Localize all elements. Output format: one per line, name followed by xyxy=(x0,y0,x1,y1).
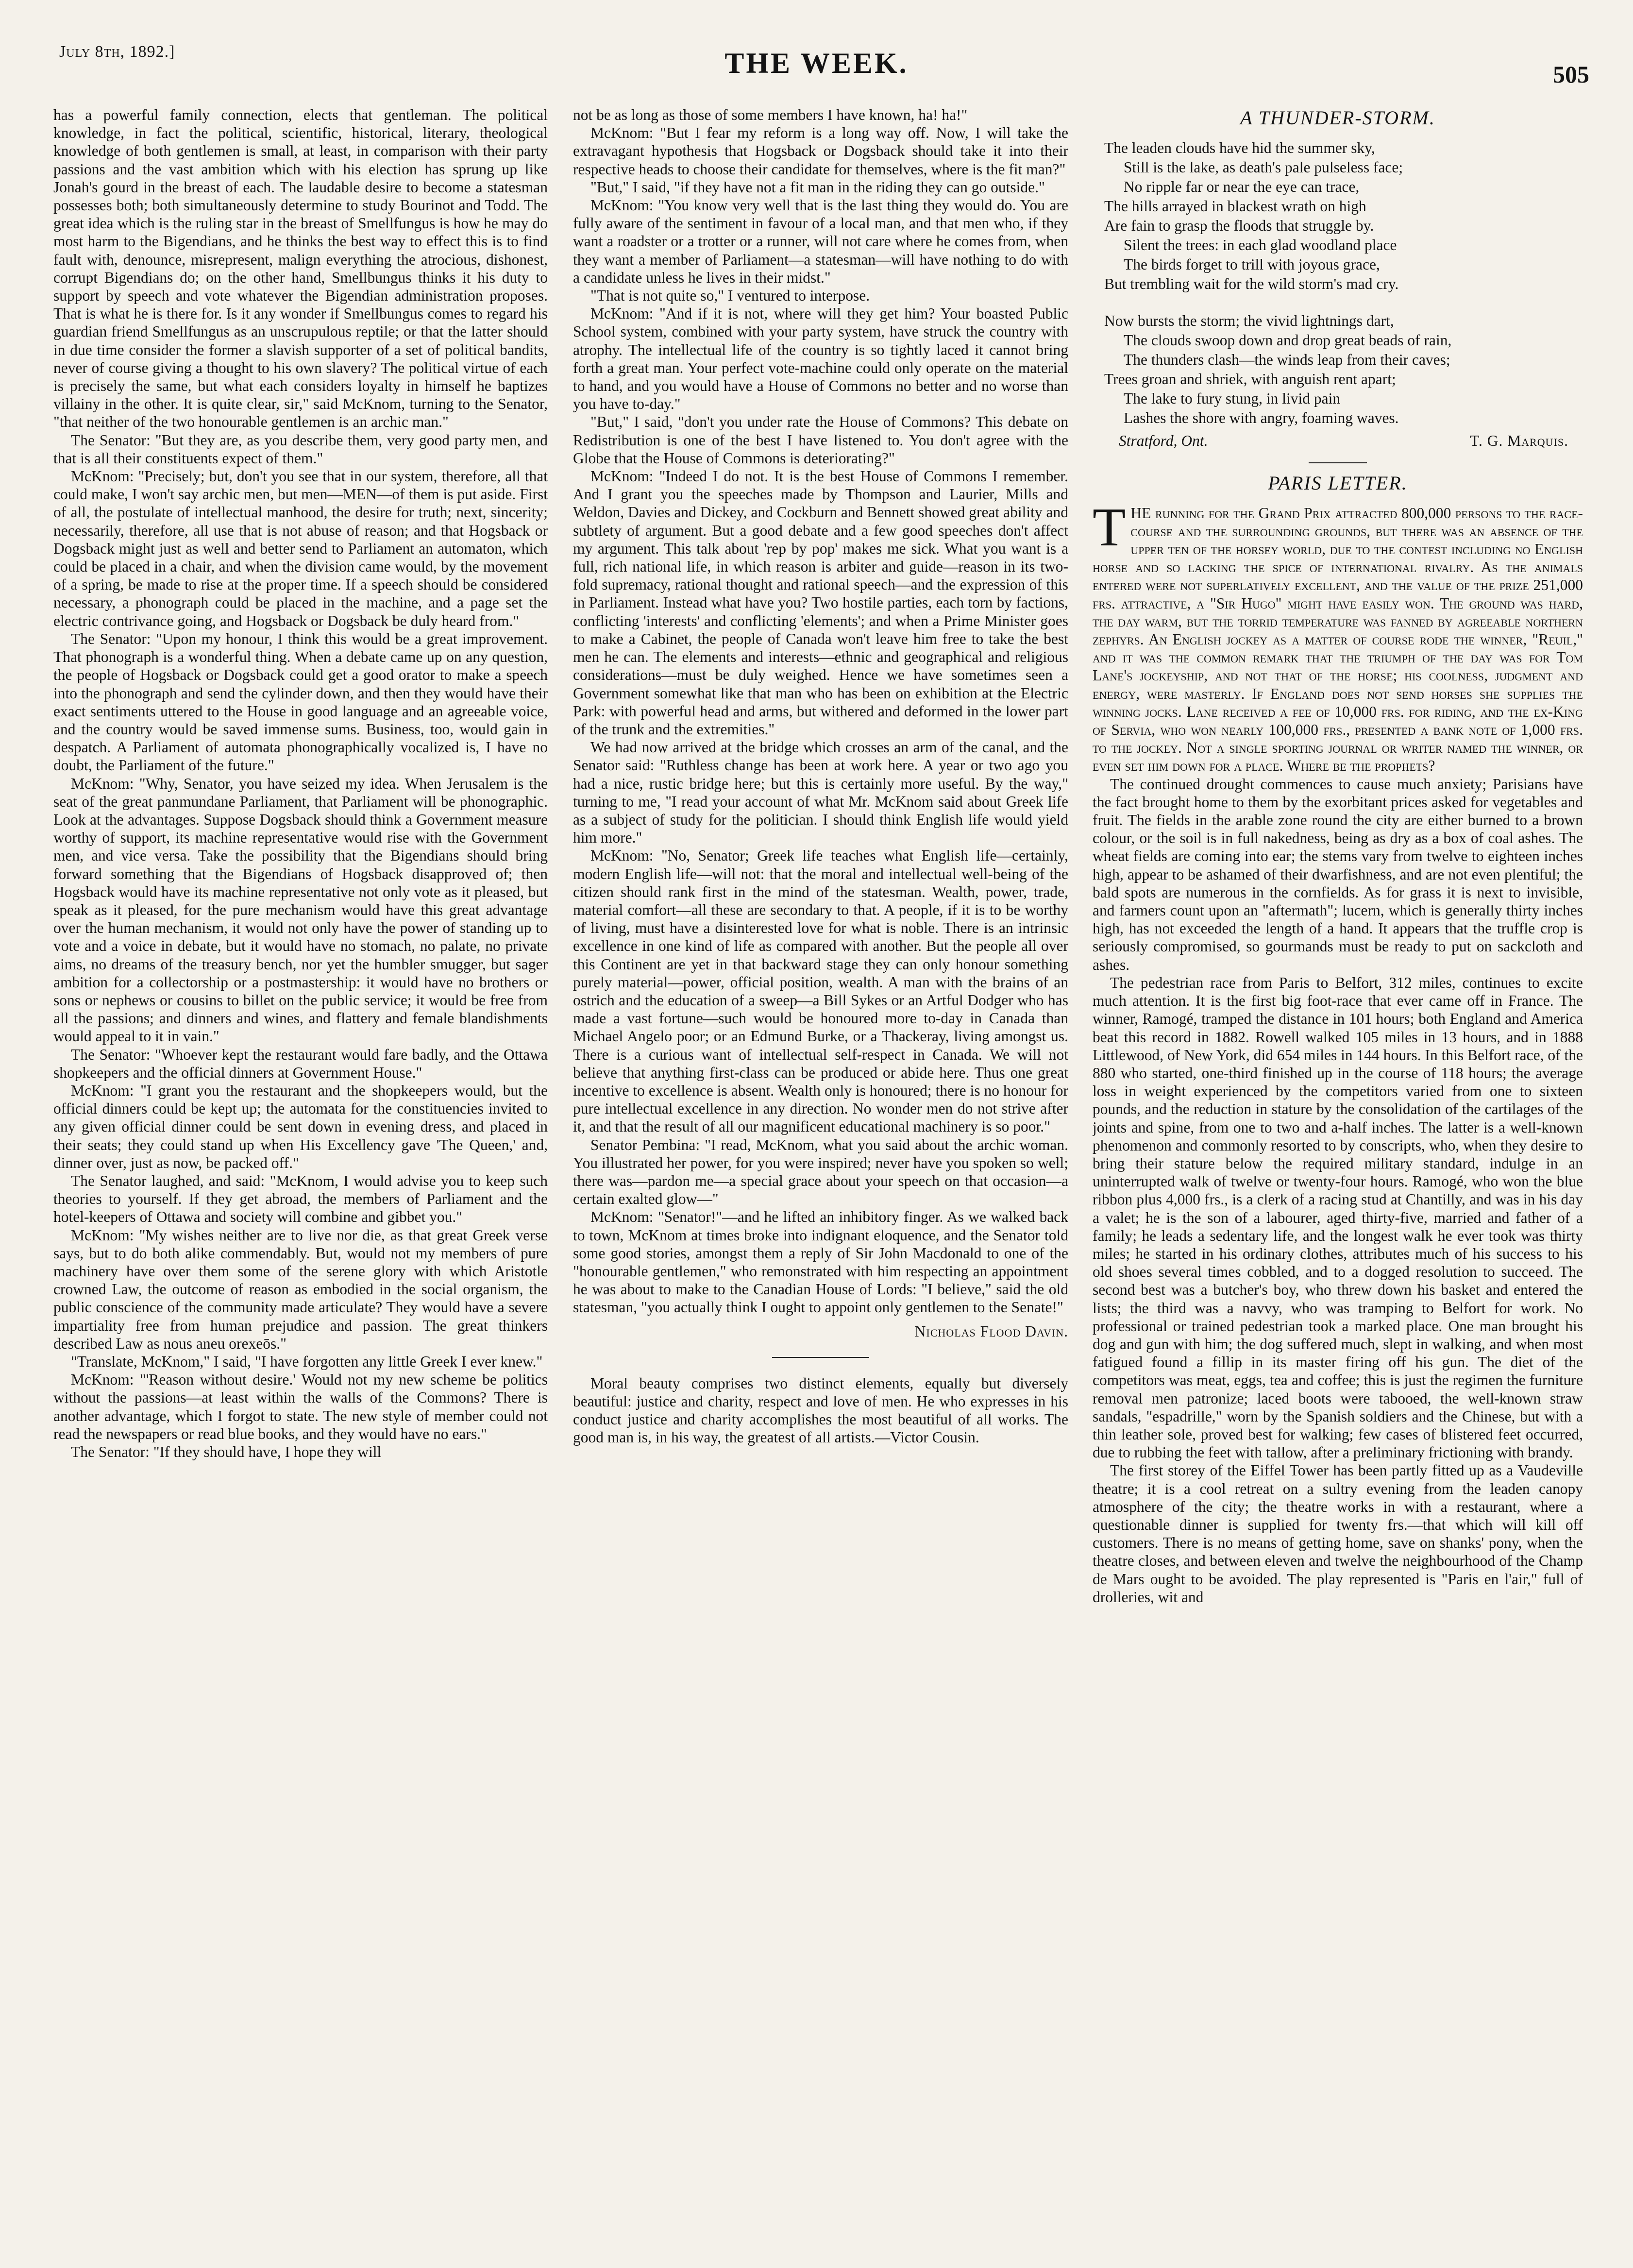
poem-line: Lashes the shore with angry, foaming waves. xyxy=(1124,409,1399,427)
publication-title: THE WEEK. xyxy=(724,47,909,79)
poem-line: Trees groan and shriek, with anguish rent apart; xyxy=(1104,371,1396,388)
paragraph: has a powerful family connection, elects that gentleman. The political knowledge, in fact the political, scientific, historical, literary, theological knowledge of both gentlemen is small, at least, in comparison with their party passions and the vast ambition which with his election has sprung up like Jonah's gourd in the breast of each. The laudable desire to become a statesman possesses both; both simultaneously determine to study Bourinot and Todd. The great idea which is the ruling star in the breast of Smellfungus is how he may do most harm to the Bigendians, and he thinks the best way to effect this is to find fault with, denounce, misrepresent, malign everything the atrocious, dishonest, corrupt Bigendians do; on the other hand, Smellbungus thinks it his duty to support by speech and vote whatever the Bigendian administration proposes. That is what he is there for. Is it any wonder if Smellbungus comes to regard his guardian friend Smellfungus as an unscrupulous reptile; or that the latter should in due time consider the former a slavish supporter of a set of political bandits, never of course giving a thought to his own slavery? The political virtue of each is precisely the same, but what each considers loyalty in himself he baptizes villainy in the other. It is quite clear, sir," said McKnom, turning to the Senator, "that neither of the two honourable gentlemen is an archic man." xyxy=(53,106,548,431)
poem-line: But trembling wait for the wild storm's mad cry. xyxy=(1104,275,1399,293)
paragraph: The Senator laughed, and said: "McKnom, I would advise you to keep such theories to yourself. If they get abroad, the members of Parliament and the hotel-keepers of Ottawa and society will combine and gibbet you." xyxy=(53,1172,548,1226)
paragraph: "That is not quite so," I ventured to interpose. xyxy=(590,287,870,305)
section-divider xyxy=(1309,462,1367,463)
paragraph: McKnom: "I grant you the restaurant and the shopkeepers would, but the official dinners could be kept up; the automata for the constituencies invited to any given official dinner could be sent down in evening dress, and placed in their seats; they could stand up when His Excellency gave 'The Queen,' and, dinner over, just as now, be packed off." xyxy=(53,1082,548,1171)
section-divider xyxy=(772,1357,869,1358)
paragraph: McKnom: "But I fear my reform is a long way off. Now, I will take the extravagant hypothesis that Hogsback or Dogsback should take it into their respective heads to choose their candidate for themselves, where is the fit man?" xyxy=(573,124,1068,178)
poem-line: The lake to fury stung, in livid pain xyxy=(1124,390,1341,407)
paragraph: "But," I said, "don't you under rate the House of Commons? This debate on Redistribution is one of the best I have listened to. You don't agree with the Globe that the House of Commons is deteriorating?" xyxy=(573,413,1068,467)
left-column xyxy=(53,106,548,2228)
page-number: 505 xyxy=(1553,61,1589,88)
paragraph: The Senator: "Whoever kept the restaurant would fare badly, and the Ottawa shopkeepers and the official dinners at Government House." xyxy=(53,1046,548,1081)
paragraph: not be as long as those of some members I have known, ha! ha!" xyxy=(573,106,968,123)
poem-line: Are fain to grasp the floods that struggle by. xyxy=(1104,217,1374,235)
middle-column xyxy=(573,106,1068,2228)
paragraph: The Senator: "But they are, as you describe them, very good party men, and that is all their constituents expect of them." xyxy=(53,431,548,467)
poem-line: The birds forget to trill with joyous grace, xyxy=(1124,256,1380,273)
paragraph xyxy=(1093,497,1583,775)
paragraph: The Senator: "If they should have, I hope they will xyxy=(71,1443,382,1461)
paragraph-text: HE running for the Grand Prix attracted 800,000 persons to the race-course and the surrounding grounds, but there was an absence of the upper ten of the horsey world, due to the contest including no English horse and so lacking the spice of international rivalry. As the animals entered were not superlatively excellent, and the value of the prize 251,000 frs. attractive, a "Sir Hugo" might have easily won. The ground was hard, the day warm, but the torrid temperature was fanned by agreeable northern zephyrs. An English jockey as a matter of course rode the winner, "Reuil," and it was the common remark that the triumph of the day was for Tom Lane's jockeyship, and not that of the horse; his coolness, judgment and energy, were masterly. If England does not send horses she supplies the winning jocks. Lane received a fee of 10,000 frs. for riding, and the ex-King of Servia, who won nearly 100,000 frs., presented a bank note of 1,000 frs. to the jockey. Not a single sporting journal or writer named the winner, or even set him down for a place. Where be the prophets? xyxy=(1093,504,1583,775)
paragraph: McKnom: "Indeed I do not. It is the best House of Commons I remember. And I grant you the speeches made by Thompson and Laurier, Mills and Weldon, Davies and Dickey, and Cockburn and Bennett showed great ability and subtlety of argument. But a good debate and a few good speeches don't affect my argument. This talk about 'rep by pop' makes me sick. What you want is a full, rich national life, in which reason is arbiter and guide—reason in its two-fold supremacy, rational thought and rational speech—and the expression of this in Parliament. Instead what have you? Two hostile parties, each torn by factions, conflicting 'interests' and conflicting 'elements'; and when a Prime Minister goes to make a Cabinet, the people of Canada won't leave him free to take the best men he can. The elements and interests—ethnic and geographical and religious considerations—must be duly weighed. Hence we have sometimes seen a Government somewhat like that man who has been on exhibition at the Electric Park: with powerful head and arms, but withered and deformed in the lower part of the trunk and the extremities." xyxy=(573,468,1068,738)
paragraph: The continued drought commences to cause much anxiety; Parisians have the fact brought home to them by the exorbitant prices asked for vegetables and fruit. The fields in the arable zone round the city are either burned to a brown colour, or the soil is in full nakedness, being as dry as a box of coal ashes. The wheat fields are coming into ear; the stems vary from twelve to eighteen inches high, appear to be ashamed of their dwarfishness, and are not even plentiful; the bald spots are numerous in the cornfields. As for grass it is next to invisible, and farmers count upon an "aftermath"; lucern, which is generally thirty inches high, has not exceeded the length of a hand. It appears that the truffle crop is seriously compromised, so gourmands must be ready to put on sackcloth and ashes. xyxy=(1093,775,1583,973)
paragraph: McKnom: "My wishes neither are to live nor die, as that great Greek verse says, but to do both alike commendably. But, would not my members of pure machinery have over them some of the serene glory with which Aristotle crowned Law, the outcome of reason as embodied in the social organism, the public conscience of the community made articulate? They would have a severe impartiality free from human prejudice and passion. The great thinkers described Law as nous aneu orexeōs." xyxy=(53,1226,548,1352)
poem-line: The clouds swoop down and drop great beads of rain, xyxy=(1124,332,1452,349)
moral-quote: Moral beauty comprises two distinct elements, equally but diversely beautiful: justice and charity, respect and love of men. He who expresses in his conduct justice and charity accomplishes the most beautiful of all works. The good man is, in his way, the greatest of all artists.—Victor Cousin. xyxy=(573,1374,1068,1446)
paragraph: "But," I said, "if they have not a fit man in the riding they can go outside." xyxy=(590,178,1045,196)
poem xyxy=(1104,138,1583,450)
paragraph: McKnom: "Precisely; but, don't you see that in our system, therefore, all that could make, I won't say archic men, but men—MEN—of them is put aside. First of all, the postulate of intellectual manhood, the desire for truth; next, sincerity; necessarily, therefore, all use that is not abuse of reason; and that Hogsback or Dogsback might just as well and better send to Parliament an automaton, which could be placed in a chair, and when the division came would, by the movement of a spring, be made to rise at the proper time. If a speech should be considered necessary, a phonograph could be placed in the machine, and a page set the electric contrivance going, and Hogsback or Dogsback be duly heard from." xyxy=(53,468,548,629)
paragraph: The Senator: "Upon my honour, I think this would be a great improvement. That phonograph is a wonderful thing. When a debate came up on any question, the people of Hogsback or Dogsback could get a good orator to make a speech into the phonograph and send the cylinder down, and then they would have their exact sentiments uttered to the House in good language and an agreeable voice, and the country would be saved immense sums. Business, too, would gain in despatch. A Parliament of automata phonographically vocalized is, I have no doubt, the Parliament of the future." xyxy=(53,630,548,774)
paragraph: "Translate, McKnom," I said, "I have forgotten any little Greek I ever knew." xyxy=(71,1353,543,1371)
paragraph: McKnom: "Senator!"—and he lifted an inhibitory finger. As we walked back to town, McKnom at times broke into indignant eloquence, and the Senator told some good stories, amongst them a reply of Sir John Macdonald to one of the "honourable gentlemen," who remonstrated with him respecting an appointment he was about to make to the Canadian House of Lords: "I believe," said the old statesman, "you actually think I ought to appoint only gentlemen to the Senate!" xyxy=(573,1208,1068,1316)
paris-letter-title: PARIS LETTER. xyxy=(1268,472,1408,494)
poem-place: Stratford, Ont. xyxy=(1119,432,1208,450)
paragraph: Senator Pembina: "I read, McKnom, what you said about the archic woman. You illustrated her power, for you were inspired; never have you spoken so well; there was—pardon me—a special grace about your speech on that occasion—a certain exalted glow—" xyxy=(573,1136,1068,1208)
paragraph: McKnom: "No, Senator; Greek life teaches what English life—certainly, modern English life—will not: that the moral and intellectual well-being of the citizen should rank first in the mind of the statesman. Wealth, power, trade, material comfort—all these are secondary to that. A people, if it is to be worthy of living, must have a disinterested love for what is noble. There is an intrinsic excellence in one kind of life as compared with another. But the people all over this Continent are yet in that backward stage they can only honour something purely material—power, official position, wealth. A man with the brains of an ostrich and the education of a sweep—a Bill Sykes or an Artful Dodger who has made a vast fortune—such would be honoured more to-day in Canada than Michael Angelo poor; or an Edmund Burke, or a Thackeray, living amongst us. There is a curious want of intellectual self-respect in Canada. We will not believe that anything first-class can be produced or abide here. Thus one great incentive to excellence is absent. Wealth only is honoured; there is no honour for pure intellectual excellence in any direction. No wonder men do not strive after it, and that the result of all our magnificent educational machinery is so poor." xyxy=(573,847,1068,1135)
poem-line: Now bursts the storm; the vivid lightnings dart, xyxy=(1104,312,1394,330)
poem-line: The hills arrayed in blackest wrath on high xyxy=(1104,198,1366,215)
right-column xyxy=(1093,106,1583,2228)
page-header xyxy=(0,0,1633,88)
paragraph: McKnom: "Why, Senator, you have seized my idea. When Jerusalem is the seat of the great panmundane Parliament, that Parliament will be phonographic. Look at the advantages. Suppose Dogsback should think a Government measure worthy of support, its machine representative would rise with the Government men, and vice versa. Take the possibility that the Bigendians should bring forward something that the Bigendians of Hogsback disapproved of; then Hogsback would have its machine representative not only vote as it pleased, but speak as it pleased, for the pure mechanism would have this great advantage over the human mechanism, it would not only have the power of standing up to vote and a voice in debate, but it would have no stomach, no palate, no private aims, no dreams of the treasury bench, nor yet the humbler smugger, but sager ambition for a collectorship or a postmastership: it would have no brothers or sons or nephews or cousins to billet on the public service; it would be free from all the passions; and dinners and wines, and flattery and female blandishments would appeal to it in vain." xyxy=(53,775,548,1045)
paragraph: McKnom: "'Reason without desire.' Would not my new scheme be politics without the passions—at least within the walls of the Commons? There is another advantage, which I forgot to state. The new style of member could not read the newspapers or read blue books, and they would have no ears." xyxy=(53,1371,548,1442)
poem-line: No ripple far or near the eye can trace, xyxy=(1124,178,1360,196)
poem-signature xyxy=(1119,432,1583,450)
paragraph: McKnom: "And if it is not, where will they get him? Your boasted Public School system, combined with your party system, have struck the country with atrophy. The intellectual life of the country is so tightly laced it cannot bring forth a great man. Your perfect vote-machine could only operate on the material to hand, and you would have a House of Commons no better and no worse than you have to-day." xyxy=(573,305,1068,413)
drop-cap: T xyxy=(1093,497,1126,558)
poem-line: Still is the lake, as death's pale pulseless face; xyxy=(1124,159,1403,176)
poem-line: Silent the trees: in each glad woodland place xyxy=(1124,237,1397,254)
paragraph: We had now arrived at the bridge which crosses an arm of the canal, and the Senator said: "Ruthless change has been at work here. A year or two ago you had a nice, rustic bridge here; but this is certainly more useful. By the way," turning to me, "I read your account of what Mr. McKnom said about Greek life as a subject of study for the politician. I should think English life would yield him more." xyxy=(573,739,1068,846)
paragraph: The first storey of the Eiffel Tower has been partly fitted up as a Vaudeville theatre; it is a cool retreat on a sultry evening from the leaden canopy atmosphere of the city; the theatre works in with a restaurant, where a questionable dinner is supplied for twenty frs.—that which will kill off customers. There is no means of getting home, save on shanks' pony, when the theatre closes, and between eleven and twelve the neighbourhood of the Champ de Mars ought to be avoided. The play represented is "Paris en l'air," full of drolleries, wit and xyxy=(1093,1462,1583,1606)
poem-line: The leaden clouds have hid the summer sky, xyxy=(1104,139,1375,157)
author-signature: Nicholas Flood Davin. xyxy=(914,1322,1068,1340)
paragraph: The pedestrian race from Paris to Belfort, 312 miles, continues to excite much attention. It is the first big foot-race that ever came off in France. The winner, Ramogé, tramped the distance in 101 hours; both England and America beat this record in 1882. Rowell walked 105 miles in 13 hours, and in 1888 Littlewood, of New York, did 654 miles in 144 hours. In this Belfort race, of the 880 who started, one-third finished up in the course of 118 hours; the average loss in weight experienced by the competitors varied from one to sixteen pounds, and the reduction in stature by the consolidation of the cartilages of the joints and spine, from one to two and a-half inches. The latter is a well-known phenomenon and commonly resorted to by conscripts, who, when they desire to bring their stature below the required military standard, indulge in an uninterrupted walk of twelve or twenty-four hours. Ramogé, who won the blue ribbon plus 4,000 frs., is a clerk of a racing stud at Chantilly, and was in his day a valet; he is the son of a labourer, aged thirty-five, married and father of a family; he leads a sedentary life, and the longest walk he ever took was thirty miles; he started in his ordinary clothes, attributes much of his success to his old shoes several times cobbled, and to a dogged resolution to succeed. The second best was a butcher's boy, who threw down his basket and entered the lists; the third was a navvy, who was tramping to Belfort for work. No professional or trained pedestrian took a marked place. One man brought his dog and gun with him; the dog suffered much, slept in walking, and when most fatigued found a fillip in its master firing off his gun. The diet of the competitors was meat, eggs, tea and coffee; this is just the regimen the furniture removal men patronize; laced boots were tabooed, the well-known straw sandals, "espadrille," worn by the Spanish soldiers and the Chinese, but with a thin leather sole, proved best for walking; few cases of blistered feet occurred, due to rubbing the feet with tallow, after a preliminary frictioning with brandy. xyxy=(1093,974,1583,1461)
stanza-break xyxy=(1104,294,1583,311)
poem-title: A THUNDER-STORM. xyxy=(1240,107,1435,129)
poem-author: T. G. Marquis. xyxy=(1470,432,1568,450)
issue-date: July 8th, 1892.] xyxy=(59,43,175,61)
poem-line: The thunders clash—the winds leap from their caves; xyxy=(1124,351,1450,369)
paragraph: McKnom: "You know very well that is the last thing they would do. You are fully aware of the sentiment in favour of a local man, and that men who, if they want a roadster or a trotter or a runner, will not care where he comes from, when they want a member of Parliament—a statesman—will have nothing to do with a candidate unless he lives in their midst." xyxy=(573,197,1068,286)
